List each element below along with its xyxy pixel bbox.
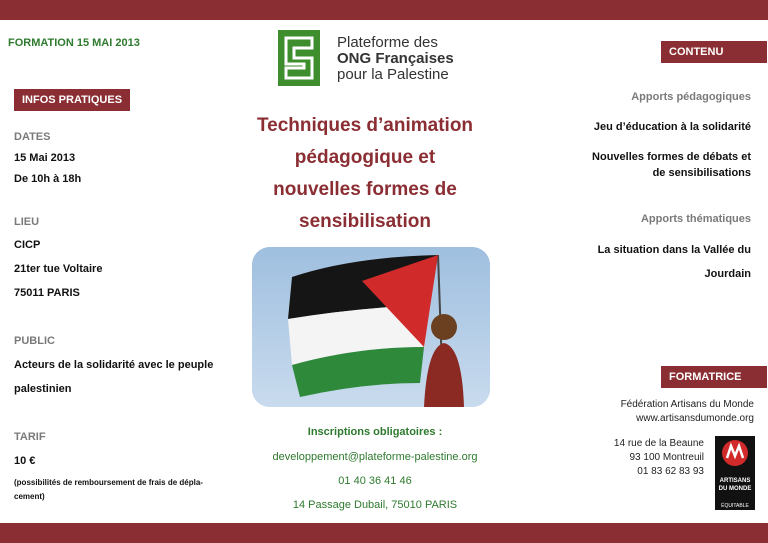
plateforme-logo-text bbox=[337, 35, 454, 83]
tarif-value: 10 € bbox=[14, 455, 36, 467]
inscriptions-heading: Inscriptions obligatoires : bbox=[307, 426, 443, 438]
inscriptions-address: 14 Passage Dubail, 75010 PARIS bbox=[292, 499, 458, 511]
contenu-item-3-line-2: Jourdain bbox=[704, 268, 751, 280]
lieu-line-3: 75011 PARIS bbox=[14, 287, 80, 299]
tarif-note-line-2: cement) bbox=[14, 492, 45, 501]
public-line-2: palestinien bbox=[14, 383, 72, 395]
tarif-note-line-1: (possibilités de remboursement de frais de dépla- bbox=[14, 478, 203, 487]
inscriptions-phone: 01 40 36 41 46 bbox=[338, 475, 412, 487]
logo-line-1: Plateforme des bbox=[337, 34, 438, 51]
artisans-logo-line-1: ARTISANS bbox=[719, 478, 751, 484]
logo-line-3-text: pour la Palestine bbox=[337, 66, 449, 83]
logo-line-3 bbox=[337, 67, 454, 83]
page-title bbox=[240, 110, 490, 238]
formatrice-tag: FORMATRICE bbox=[661, 366, 767, 388]
title-line-3: nouvelles formes de bbox=[273, 179, 457, 200]
bottom-banner bbox=[0, 523, 768, 543]
title-line-2: pédagogique et bbox=[294, 147, 436, 168]
flag-photo bbox=[252, 247, 490, 407]
formatrice-web[interactable]: www.artisansdumonde.org bbox=[636, 413, 754, 424]
formatrice-address-2: 93 100 Montreuil bbox=[629, 452, 704, 463]
date-value: 15 Mai 2013 bbox=[14, 152, 76, 164]
title-line-4: sensibilisation bbox=[299, 211, 431, 232]
artisans-du-monde-logo bbox=[715, 436, 755, 510]
formatrice-org: Fédération Artisans du Monde bbox=[620, 399, 754, 410]
formatrice-address-1: 14 rue de la Beaune bbox=[613, 438, 704, 449]
inscriptions-email[interactable]: developpement@plateforme-palestine.org bbox=[272, 451, 478, 463]
dates-label: DATES bbox=[14, 131, 51, 143]
contenu-item-2-line-1: Nouvelles formes de débats et bbox=[592, 151, 751, 163]
apports-pedagogiques-label: Apports pédagogiques bbox=[631, 91, 751, 103]
contenu-item-3-line-1: La situation dans la Vallée du bbox=[597, 244, 751, 256]
logo-line-2: ONG Françaises bbox=[337, 50, 454, 67]
title-line-1: Techniques d’animation bbox=[256, 115, 474, 136]
public-line-1: Acteurs de la solidarité avec le peuple bbox=[14, 359, 214, 371]
public-label: PUBLIC bbox=[14, 335, 55, 347]
lieu-line-2: 21ter tue Voltaire bbox=[14, 263, 103, 275]
contenu-tag: CONTENU bbox=[661, 41, 767, 63]
infos-pratiques-tag: INFOS PRATIQUES bbox=[14, 89, 130, 111]
artisans-du-monde-logo-icon bbox=[715, 436, 755, 472]
lieu-label: LIEU bbox=[14, 216, 40, 228]
formatrice-phone: 01 83 62 83 93 bbox=[637, 466, 704, 477]
artisans-logo-line-3: ÉQUITABLE bbox=[721, 503, 749, 509]
hours-value: De 10h à 18h bbox=[14, 173, 82, 185]
contenu-item-1: Jeu d’éducation à la solidarité bbox=[593, 121, 751, 133]
plateforme-logo-icon bbox=[278, 30, 320, 86]
apports-thematiques-label: Apports thématiques bbox=[640, 213, 751, 225]
contenu-item-2-line-2: de sensibilisations bbox=[652, 167, 751, 179]
top-banner bbox=[0, 0, 768, 20]
artisans-logo-line-2: DU MONDE bbox=[718, 486, 752, 492]
tarif-label: TARIF bbox=[14, 431, 46, 443]
formation-date: FORMATION 15 MAI 2013 bbox=[8, 37, 140, 49]
lieu-line-1: CICP bbox=[14, 239, 41, 251]
